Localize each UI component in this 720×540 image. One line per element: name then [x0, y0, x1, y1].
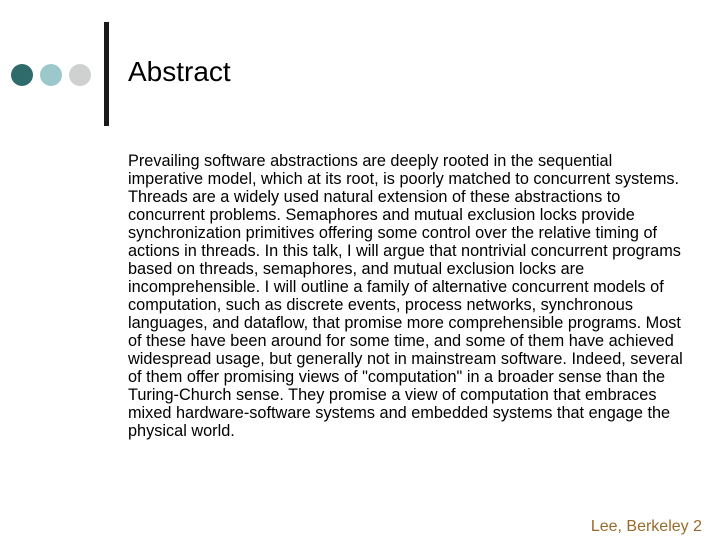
slide-title: Abstract	[128, 56, 231, 87]
decor-dot-dark	[11, 64, 33, 86]
decor-dot-light	[69, 64, 91, 86]
decor-dot-mid	[40, 64, 62, 86]
title-divider	[104, 22, 109, 126]
abstract-text: Prevailing software abstractions are deeply rooted in the sequential imperative model, which at its root, is poorly matched to concurrent systems. Threads are a widely used natural extension of these abstractions to concurrent problems. Semaphores and mutual exclusion locks provide synchronization primitives offering some control over the relative timing of actions in threads. In this talk, I will argue that nontrivial concurrent programs based on threads, semaphores, and mutual exclusion locks are incomprehensible. I will outline a family of alternative concurrent models of computation, such as discrete events, process networks, synchronous languages, and dataflow, that promise more comprehensible programs. Most of these have been around for some time, and some of them have achieved widespread usage, but generally not in mainstream software. Indeed, several of them offer promising views of "computation" in a broader sense than the Turing-Church sense. They promise a view of computation that embraces mixed hardware-software systems and embedded systems that engage the physical world.	[128, 152, 683, 440]
slide-footer: Lee, Berkeley 2	[590, 518, 702, 535]
